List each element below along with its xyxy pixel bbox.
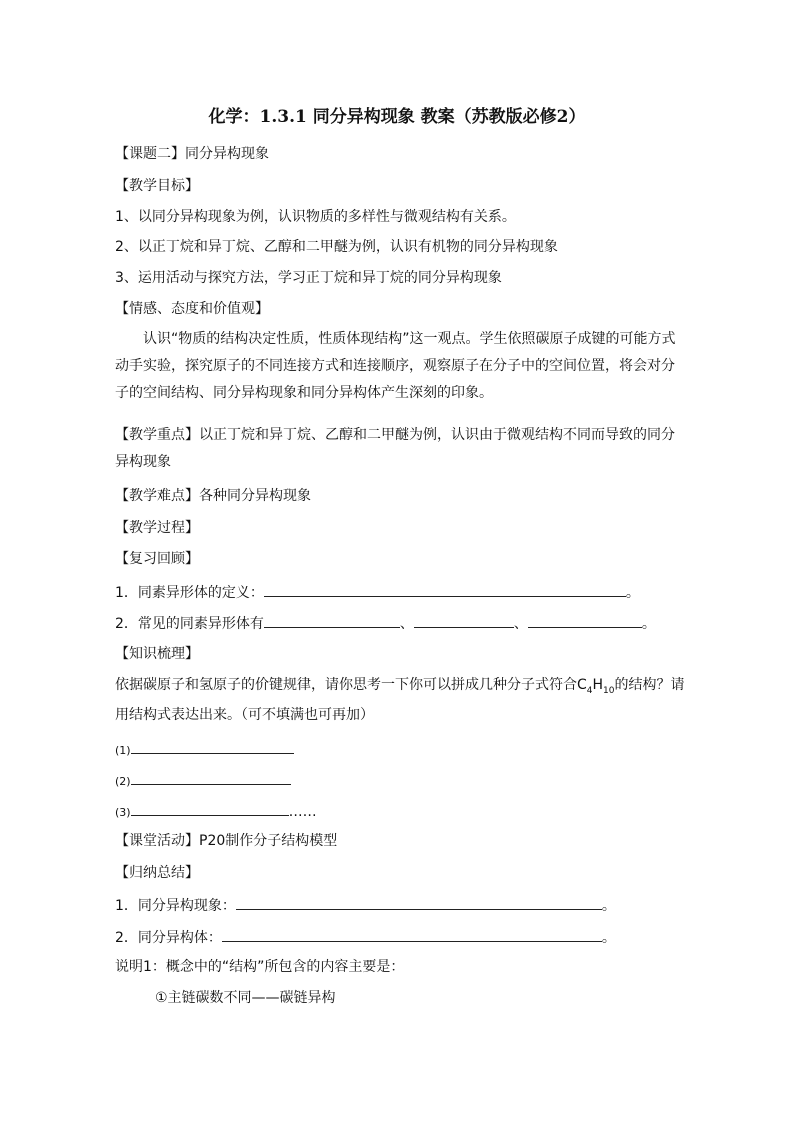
note-text: 说明1：概念中的“结构”所包含的内容主要是： [115, 959, 405, 975]
summary-q2 [115, 926, 616, 948]
knowledge-item-1 [115, 738, 294, 761]
key-point-line [115, 422, 680, 476]
review-q2-sep-2: 、 [513, 616, 528, 632]
goal-item-1: 1、以同分异构现象为例，认识物质的多样性与微观结构有关系。 [115, 209, 516, 225]
review-q1 [115, 581, 640, 603]
review-q2-blank-3[interactable] [528, 612, 642, 628]
summary-q1-blank[interactable] [236, 894, 602, 910]
summary-q1-end: 。 [601, 898, 616, 914]
key-point-label: 【教学重点】 [115, 427, 199, 443]
review-header: 【复习回顾】 [115, 551, 199, 567]
summary-q1-text: 1．同分异构现象： [115, 898, 236, 914]
values-paragraph: 认识“物质的结构决定性质，性质体现结构”这一观点。学生依照碳原子成键的可能方式动手实验，探究原子的不同连接方式和连接顺序，观察原子在分子中的空间位置，将会对分子的空间结构、同分异构现象和同分异构体产生深刻的印象。 [115, 331, 676, 401]
review-q2-blank-2[interactable] [414, 612, 514, 628]
knowledge-item-1-label: (1) [115, 744, 131, 757]
review-q2-text: 2．常见的同素异形体有 [115, 616, 264, 632]
summary-q1 [115, 894, 616, 916]
review-q1-end: 。 [625, 585, 640, 601]
knowledge-text-c: 的结构？请 [614, 677, 685, 693]
review-q1-text: 1．同素异形体的定义： [115, 585, 264, 601]
knowledge-header: 【知识梳理】 [115, 646, 199, 662]
page-title: 化学：1.3.1 同分异构现象 教案（苏教版必修2） [208, 107, 586, 127]
knowledge-item-3 [115, 800, 317, 823]
summary-header: 【归纳总结】 [115, 865, 199, 881]
note-item-1: ①主链碳数不同——碳链异构 [155, 990, 336, 1006]
goal-item-3: 3、运用活动与探究方法，学习正丁烷和异丁烷的同分异构现象 [115, 270, 502, 286]
process-header: 【教学过程】 [115, 520, 199, 536]
knowledge-item-3-blank[interactable] [131, 800, 289, 816]
knowledge-item-3-label: (3) [115, 806, 131, 819]
formula-subscript-h: 10 [603, 685, 615, 696]
review-q2-sep-1: 、 [399, 616, 414, 632]
knowledge-item-2-blank[interactable] [131, 769, 291, 785]
knowledge-ellipsis: …… [288, 804, 317, 820]
activity-line [115, 831, 337, 851]
difficulty-text: 各种同分异构现象 [199, 488, 311, 504]
review-q2 [115, 612, 656, 634]
goal-item-2: 2、以正丁烷和异丁烷、乙醇和二甲醚为例，认识有机物的同分异构现象 [115, 239, 558, 255]
knowledge-text-b: H [592, 677, 604, 693]
summary-q2-end: 。 [601, 930, 616, 946]
goals-header: 【教学目标】 [115, 178, 199, 194]
values-header: 【情感、态度和价值观】 [115, 301, 269, 317]
review-q2-end: 。 [641, 616, 656, 632]
key-point-text: 以正丁烷和异丁烷、乙醇和二甲醚为例，认识由于微观结构不同而导致的同分异构现象 [115, 427, 675, 470]
knowledge-text-1 [115, 675, 685, 701]
review-q1-blank[interactable] [264, 581, 626, 597]
knowledge-item-2 [115, 769, 291, 792]
summary-q2-text: 2．同分异构体： [115, 930, 222, 946]
summary-q2-blank[interactable] [222, 926, 602, 942]
formula-subscript-c: 4 [586, 685, 593, 696]
difficulty-line [115, 486, 311, 506]
knowledge-item-1-blank[interactable] [131, 738, 294, 754]
activity-label: 【课堂活动】 [115, 833, 199, 849]
activity-text: P20制作分子结构模型 [199, 833, 338, 849]
knowledge-text-a: 依据碳原子和氢原子的价键规律，请你思考一下你可以拼成几种分子式符合C [115, 677, 587, 693]
review-q2-blank-1[interactable] [264, 612, 400, 628]
knowledge-item-2-label: (2) [115, 775, 131, 788]
knowledge-text-2: 用结构式表达出来。（可不填满也可再加） [115, 707, 374, 723]
difficulty-label: 【教学难点】 [115, 488, 199, 504]
topic-line: 【课题二】同分异构现象 [115, 146, 269, 162]
